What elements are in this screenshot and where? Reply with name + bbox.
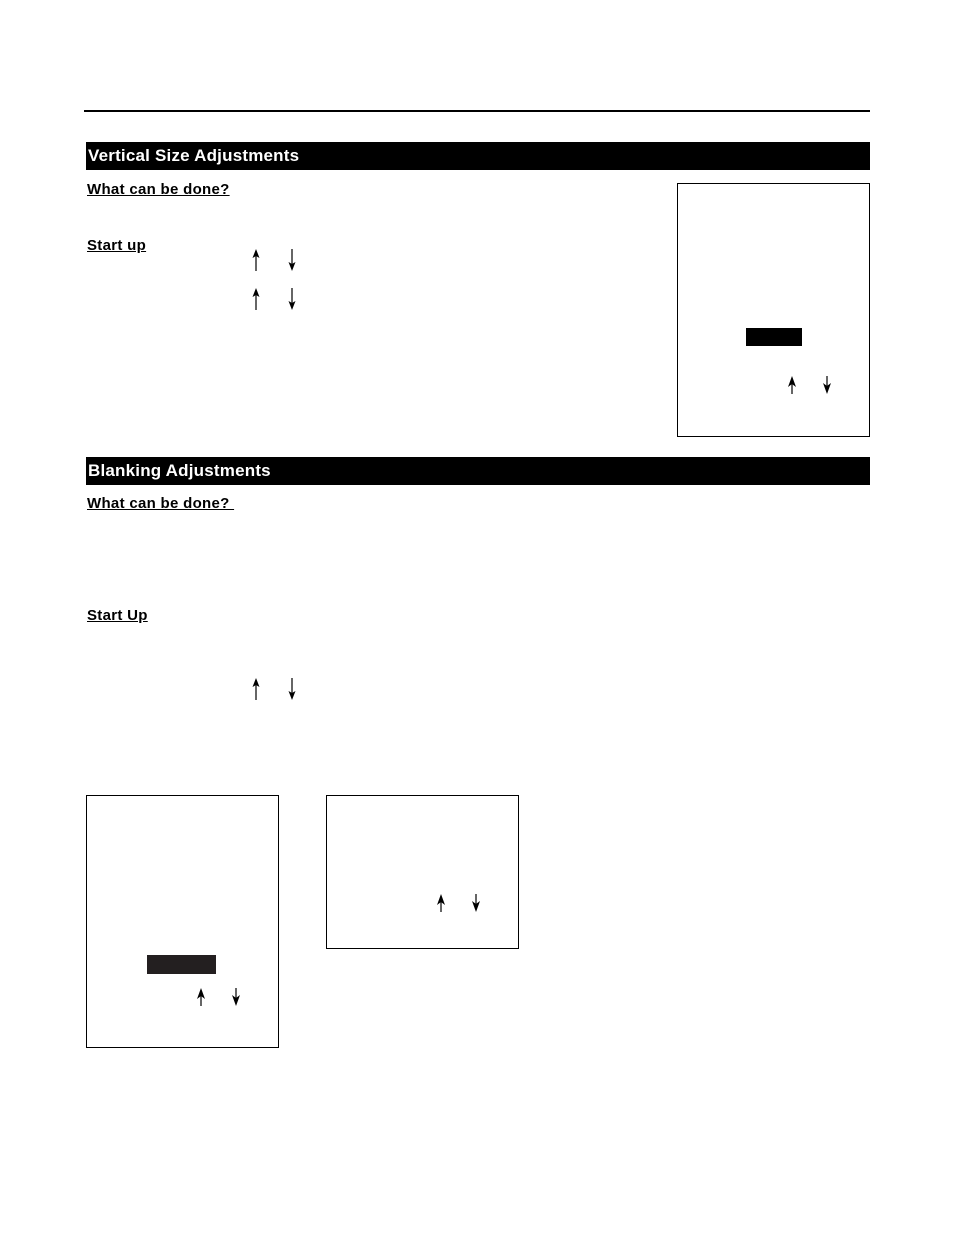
up-arrow-icon [195, 988, 207, 1006]
up-arrow-icon [250, 288, 262, 310]
up-arrow-icon [786, 376, 798, 394]
menu-highlight-bar [746, 328, 802, 346]
section-heading-blanking: Blanking Adjustments [86, 457, 870, 485]
subheading-what-can-be-done: What can be done? [87, 495, 235, 512]
osd-menu-panel-blanking [86, 795, 279, 1048]
osd-menu-panel-vertical-size [677, 183, 870, 437]
up-arrow-icon [435, 894, 447, 912]
subheading-start-up: Start up [87, 237, 147, 254]
down-arrow-icon [470, 894, 482, 912]
section-heading-vertical-size: Vertical Size Adjustments [86, 142, 870, 170]
up-arrow-icon [250, 249, 262, 271]
top-rule [84, 110, 870, 112]
down-arrow-icon [821, 376, 833, 394]
subheading-what-can-be-done: What can be done? [87, 181, 230, 198]
osd-adjust-panel-blanking [326, 795, 519, 949]
down-arrow-icon [286, 678, 298, 700]
up-arrow-icon [250, 678, 262, 700]
down-arrow-icon [230, 988, 242, 1006]
down-arrow-icon [286, 288, 298, 310]
subheading-start-up: Start Up [87, 607, 148, 624]
down-arrow-icon [286, 249, 298, 271]
menu-highlight-bar [147, 955, 216, 974]
